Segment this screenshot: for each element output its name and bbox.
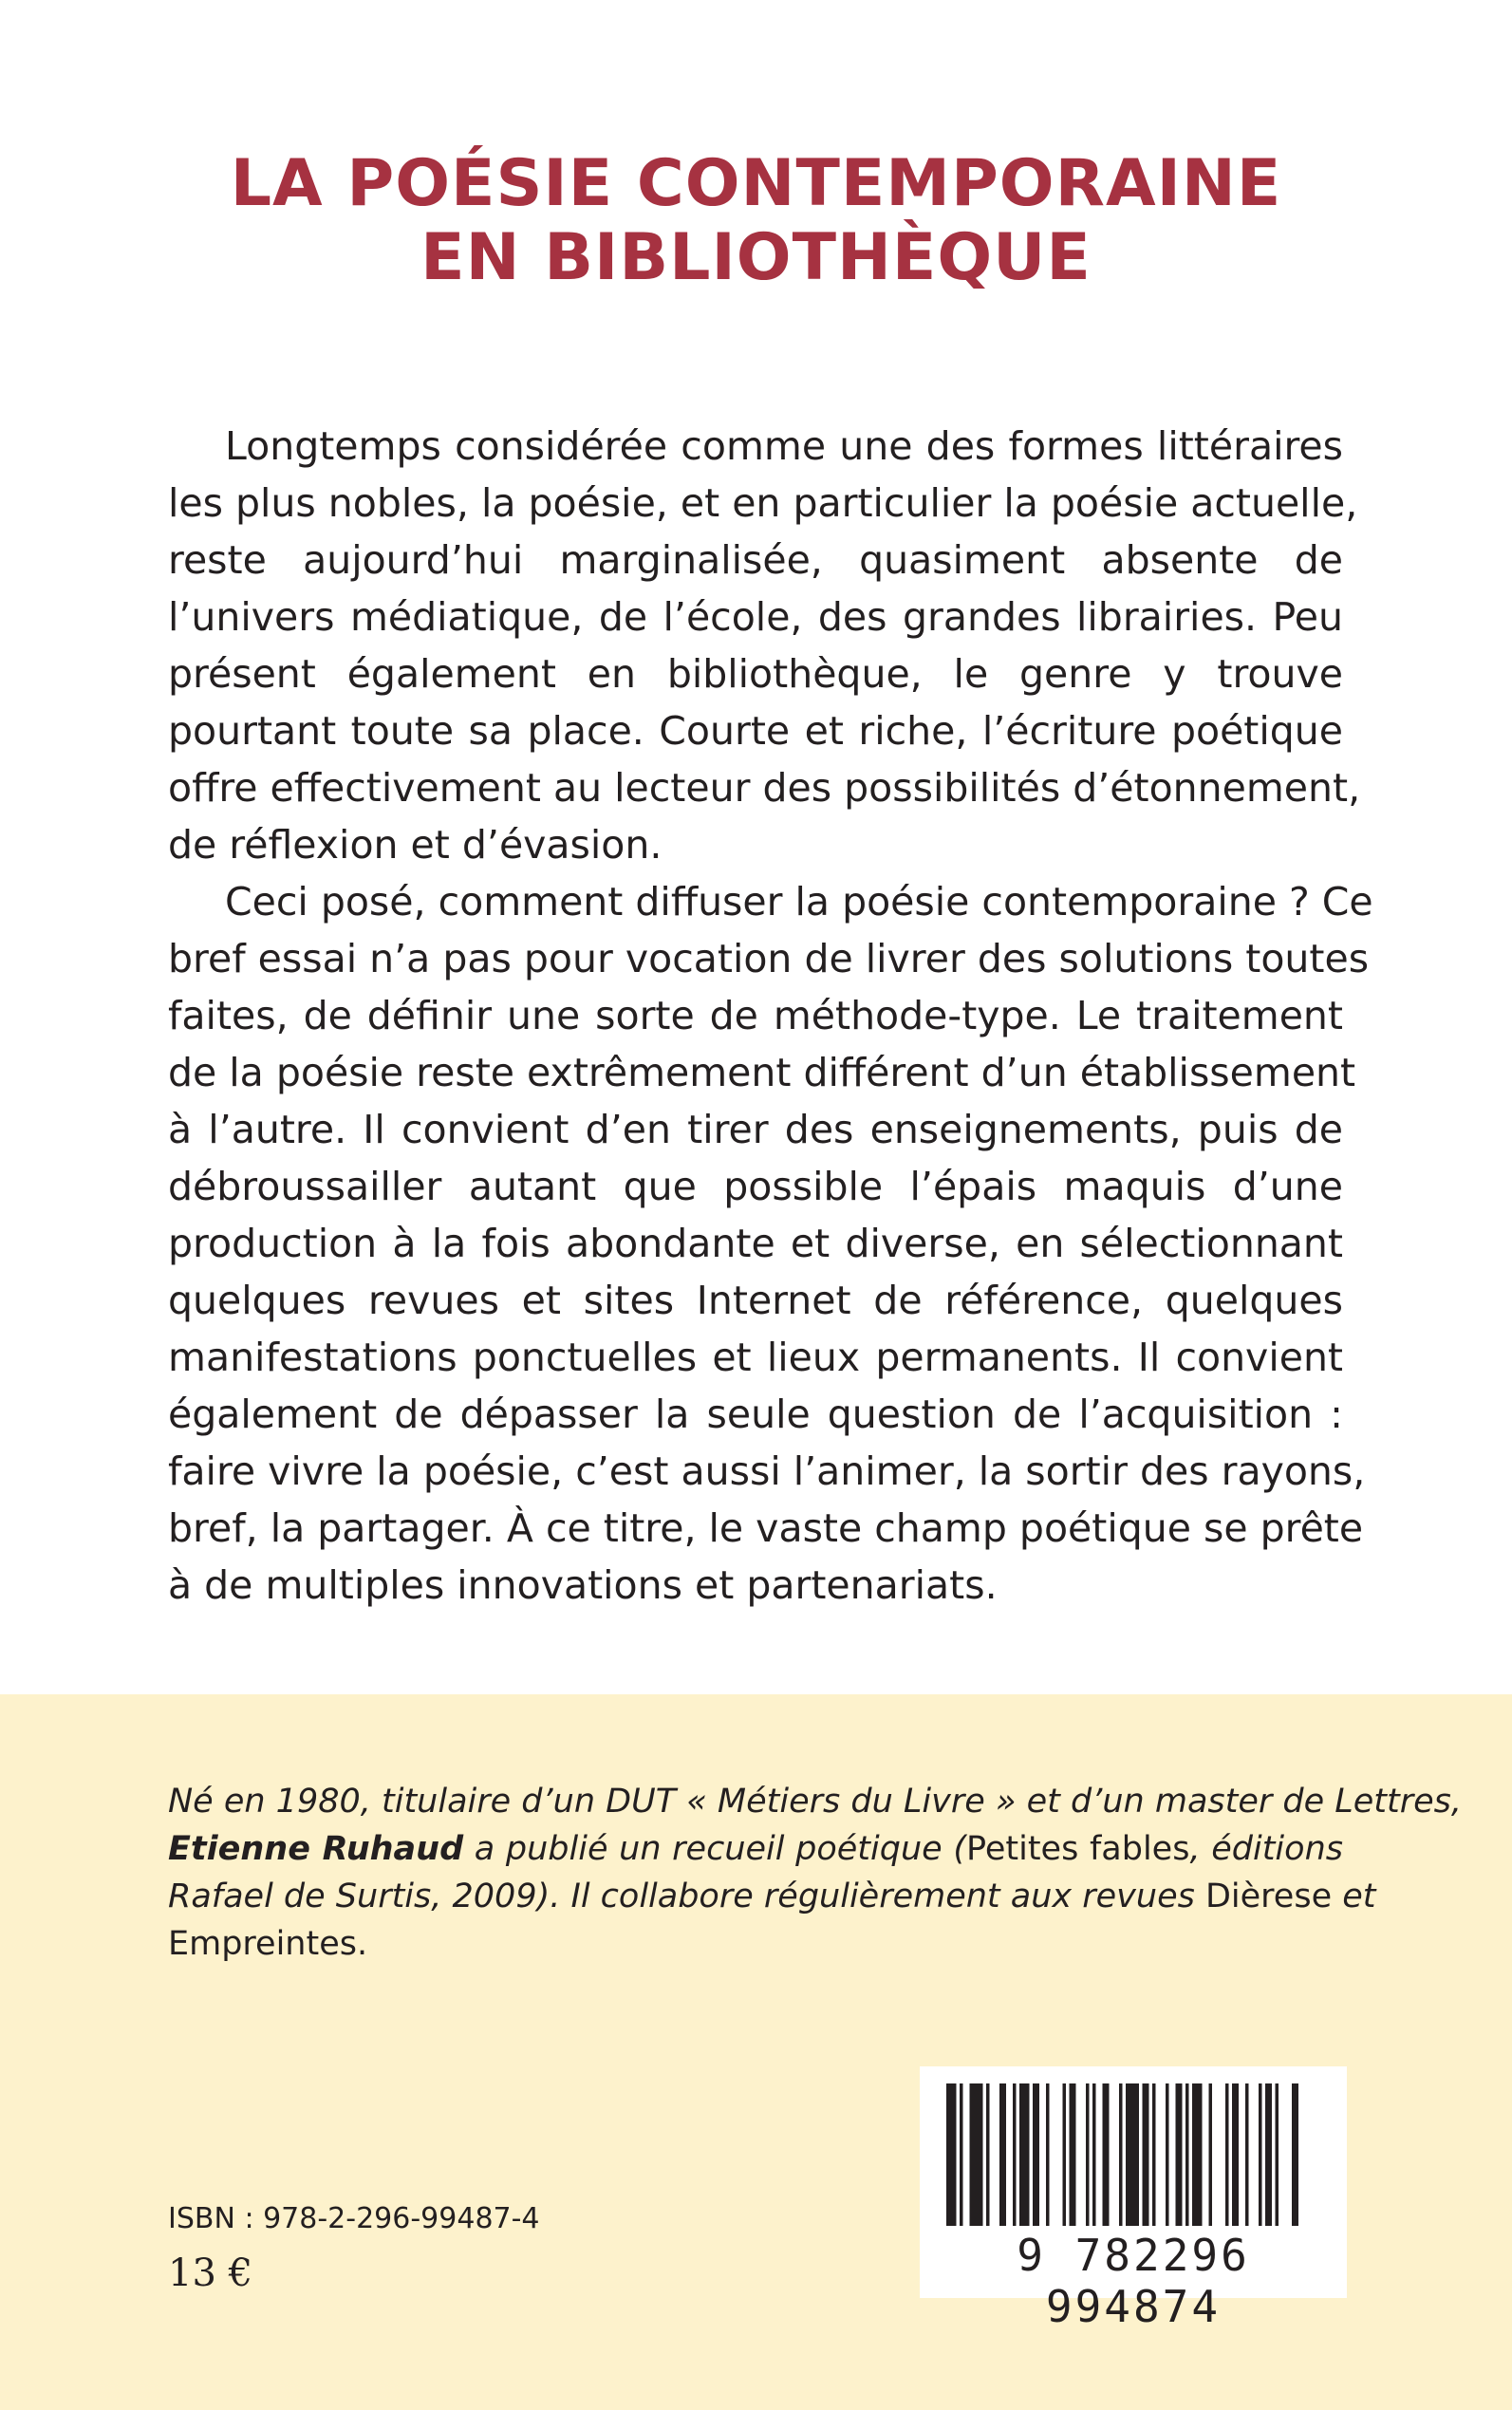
barcode-bar <box>1019 2083 1030 2226</box>
barcode-bar <box>1232 2083 1239 2226</box>
barcode-bar <box>1185 2083 1189 2226</box>
blurb-line: les plus nobles, la poésie, et en particulier la poésie actuelle, <box>168 480 1358 526</box>
barcode-bar <box>1152 2083 1156 2226</box>
blurb-line: bref essai n’a pas pour vocation de livrer des solutions toutes <box>168 936 1370 981</box>
barcode-bar <box>1259 2083 1262 2226</box>
barcode-bar <box>1292 2083 1298 2226</box>
review-1: Dièrese <box>1204 1878 1333 1915</box>
title-line-2: EN BIBLIOTHÈQUE <box>420 220 1092 295</box>
barcode-bar <box>1046 2083 1050 2226</box>
author-bio <box>168 1778 1463 1968</box>
blurb-line: bref, la partager. À ce titre, le vaste champ poétique se prête <box>168 1505 1364 1551</box>
blurb-paragraph-1 <box>168 418 1361 873</box>
barcode-bar <box>1225 2083 1229 2226</box>
book-reference: Petites fables <box>965 1830 1190 1868</box>
bio-line-3: Rafael de Surtis, 2009). Il collabore régulièrement aux revues Dièrese et <box>168 1878 1376 1915</box>
barcode-bar <box>1192 2083 1203 2226</box>
barcode-bar <box>1143 2083 1149 2226</box>
blurb-line: à l’autre. Il convient d’en tirer des enseignements, puis de <box>168 1107 1343 1152</box>
blurb-paragraph-2 <box>168 873 1373 1614</box>
blurb <box>168 418 1373 1614</box>
title-line-1: LA POÉSIE CONTEMPORAINE <box>230 146 1282 221</box>
barcode-bar <box>1063 2083 1067 2226</box>
barcode-bar <box>970 2083 983 2226</box>
barcode-bar <box>1119 2083 1123 2226</box>
barcode-bar <box>1070 2083 1076 2226</box>
barcode-bar <box>960 2083 963 2226</box>
blurb-line: Ceci posé, comment diffuser la poésie contemporaine ? Ce <box>225 879 1373 925</box>
barcode-bar <box>1209 2083 1213 2226</box>
blurb-line: débroussailler autant que possible l’épais maquis d’une <box>168 1164 1343 1209</box>
blurb-line: pourtant toute sa place. Courte et riche, l’écriture poétique <box>168 708 1343 754</box>
barcode-bar <box>946 2083 957 2226</box>
blurb-line: quelques revues et sites Internet de référence, quelques <box>168 1278 1343 1323</box>
barcode-bar <box>1092 2083 1096 2226</box>
barcode-bar <box>1245 2083 1249 2226</box>
barcode <box>920 2066 1347 2332</box>
barcode-bar <box>1013 2083 1017 2226</box>
blurb-line: production à la fois abondante et diverse, en sélectionnant <box>168 1221 1343 1266</box>
bio-line-4: Empreintes. <box>168 1925 368 1963</box>
barcode-digits: 9 782296 994874 <box>1017 2230 1250 2332</box>
bio-line-2: Etienne Ruhaud a publié un recueil poétique (Petites fables, éditions <box>168 1830 1343 1868</box>
barcode-bar <box>1265 2083 1272 2226</box>
blurb-line: de la poésie reste extrêmement différent d’un établissement <box>168 1050 1356 1095</box>
blurb-line: présent également en bibliothèque, le genre y trouve <box>168 651 1343 697</box>
book-title <box>0 147 1512 295</box>
blurb-line: à de multiples innovations et partenariats. <box>168 1562 998 1608</box>
blurb-line: l’univers médiatique, de l’école, des grandes librairies. Peu <box>168 594 1343 640</box>
blurb-line: de réflexion et d’évasion. <box>168 822 663 868</box>
blurb-line: faire vivre la poésie, c’est aussi l’animer, la sortir des rayons, <box>168 1448 1366 1494</box>
blurb-line: également de dépasser la seule question de l’acquisition : <box>168 1392 1343 1437</box>
bio-line-1: Né en 1980, titulaire d’un DUT « Métiers du Livre » et d’un master de Lettres, <box>168 1783 1463 1821</box>
price: 13 € <box>168 2251 253 2295</box>
barcode-bar <box>1276 2083 1279 2226</box>
blurb-line: Longtemps considérée comme une des formes littéraires <box>225 423 1343 469</box>
blurb-line: manifestations ponctuelles et lieux permanents. Il convient <box>168 1335 1343 1380</box>
isbn: ISBN : 978-2-296-99487-4 <box>168 2202 540 2235</box>
barcode-bar <box>1176 2083 1183 2226</box>
barcode-bar <box>1086 2083 1090 2226</box>
barcode-bar <box>999 2083 1006 2226</box>
barcode-bar <box>986 2083 990 2226</box>
barcode-bar <box>1166 2083 1169 2226</box>
blurb-line: offre effectivement au lecteur des possibilités d’étonnement, <box>168 765 1361 811</box>
blurb-line: reste aujourd’hui marginalisée, quasiment absente de <box>168 537 1343 583</box>
author-name: Etienne Ruhaud <box>168 1830 464 1868</box>
barcode-bar <box>1103 2083 1110 2226</box>
barcode-bar <box>1033 2083 1039 2226</box>
review-2: Empreintes <box>168 1925 357 1963</box>
barcode-bar <box>1126 2083 1139 2226</box>
blurb-line: faites, de définir une sorte de méthode-type. Le traitement <box>168 993 1343 1038</box>
